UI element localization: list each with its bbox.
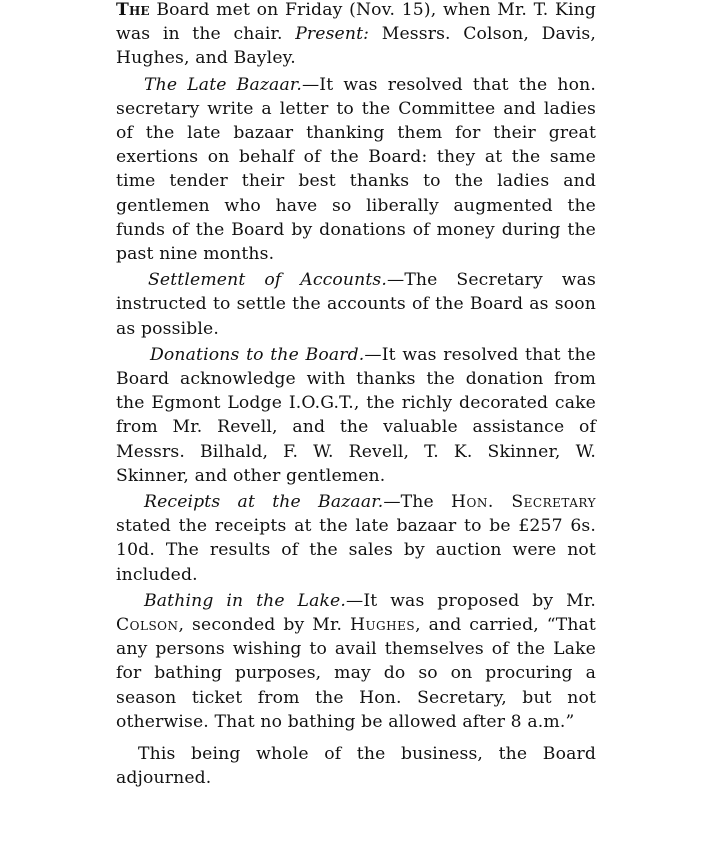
settlement-heading: Settlement of Accounts.	[148, 270, 387, 291]
settlement-paragraph	[116, 268, 596, 341]
hughes-name: Hughes	[349, 615, 416, 636]
intro-text: Board met on Friday (Nov. 15), when Mr. T. King was in the chair.	[116, 0, 596, 45]
bathing-heading: Bathing in the Lake.	[144, 590, 346, 611]
receipts-text-a: —The	[383, 492, 452, 513]
late-bazaar-paragraph	[116, 73, 596, 267]
colson-name: Colson	[116, 615, 179, 636]
bathing-paragraph	[116, 589, 596, 734]
bathing-text-b: , seconded by Mr.	[178, 615, 350, 636]
receipts-heading: Receipts at the Bazaar.	[144, 492, 384, 513]
hon-secretary: Hon. Secretary	[451, 492, 597, 513]
present-label: Present:	[295, 24, 370, 45]
late-bazaar-body: —It was resolved that the hon. secretary write a letter to the Committee and ladies of the late bazaar thanking them for their great exertions on behalf of the Board: they at the same time tender their best thanks to the ladies and gentlemen who have so liberally augmented the funds of the Board by donations of money during the past nine months.	[116, 74, 596, 265]
newspaper-clipping	[116, 0, 596, 791]
closing-paragraph: This being whole of the business, the Board adjourned.	[116, 744, 596, 789]
attendees-text: Messrs. Colson, Davis, Hughes, and Bayley.	[116, 24, 597, 69]
receipts-text-b: stated the receipts at the late bazaar to be £257 6s. 10d. The results of the sales by auction were not included.	[116, 516, 596, 585]
donations-paragraph	[116, 343, 596, 488]
donations-heading: Donations to the Board.	[150, 344, 365, 365]
donations-body: —It was resolved that the Board acknowledge with thanks the donation from the Egmont Lodge I.O.G.T., the richly decorated cake from Mr. Revell, and the valuable assistance of Messrs. Bilhald, F. W. Revell, T. K. Skinner, W. Skinner, and other gentlemen.	[116, 344, 596, 486]
intro-paragraph	[116, 0, 596, 71]
late-bazaar-heading: The Late Bazaar.	[144, 74, 302, 95]
lead-word: The	[116, 0, 150, 20]
bathing-text-c: , and carried, “That any persons wishing to avail themselves of the Lake for bathing purposes, may do so on procuring a season ticket from the Hon. Secretary, but not otherwise. That no bathing be allowed after 8 a.m.”	[116, 615, 596, 732]
bathing-text-a: —It was proposed by Mr.	[346, 590, 596, 611]
settlement-body: —The Secretary was instructed to settle the accounts of the Board as soon as possible.	[116, 270, 596, 339]
receipts-paragraph	[116, 490, 596, 587]
